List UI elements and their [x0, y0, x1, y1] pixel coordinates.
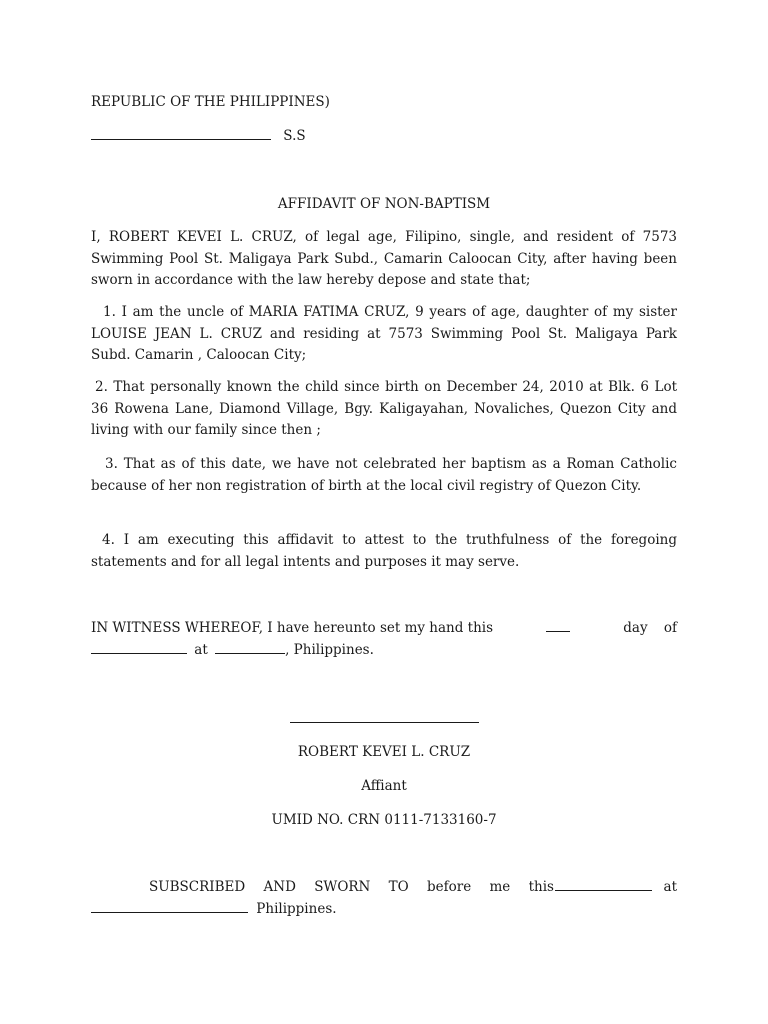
umid-number: UMID NO. CRN 0111-7133160-7 [271, 812, 497, 828]
day-blank [546, 619, 570, 632]
witness-philippines: , Philippines. [285, 642, 374, 658]
intro-paragraph: I, ROBERT KEVEI L. CRUZ, of legal age, Filipino, single, and resident of 7573 Swimming Pool St. Maligaya Park Subd., Camarin Caloocan City, after having been sworn in accordance with the law hereby depose and state that; [91, 229, 677, 288]
jurat-line-1 [91, 877, 677, 899]
jurat-line-2 [91, 899, 677, 920]
jurat-philippines: Philippines. [256, 901, 337, 917]
witness-line-1 [91, 618, 677, 640]
month-blank [91, 641, 187, 654]
affiant-name: ROBERT KEVEI L. CRUZ [297, 744, 471, 760]
jurat-place-blank [91, 900, 248, 913]
affiant-role: Affiant [361, 778, 407, 794]
ss-label: S.S [283, 128, 306, 144]
document-title: AFFIDAVIT OF NON-BAPTISM [277, 196, 491, 212]
venue-blank [91, 127, 271, 140]
statement-item-4: 4. I am executing this affidavit to attest to the truthfulness of the foregoing statements and for all legal intents and purposes it may serve. [91, 532, 677, 570]
statement-item-3: 3. That as of this date, we have not celebrated her baptism as a Roman Catholic because of her non registration of birth at the local civil registry of Quezon City. [91, 456, 677, 494]
place-blank [215, 641, 285, 654]
statement-item-2: 2. That personally known the child since birth on December 24, 2010 at Blk. 6 Lot 36 Rowena Lane, Diamond Village, Bgy. Kaligayahan, Novaliches, Quezon City and living with our family since then ; [91, 379, 677, 438]
witness-at: at [194, 642, 208, 658]
jurat-subscribed: SUBSCRIBED AND SWORN TO before me this [149, 879, 554, 895]
republic-heading: REPUBLIC OF THE PHILIPPINES) [91, 94, 330, 110]
statement-item-1: 1. I am the uncle of MARIA FATIMA CRUZ, 9 years of age, daughter of my sister LOUISE JEAN L. CRUZ and residing at 7573 Swimming Pool St. Maligaya Park Subd. Camarin , Caloocan City; [91, 304, 677, 363]
signature-line [290, 722, 479, 723]
jurat-date-blank [555, 878, 652, 891]
jurat-at: at [663, 879, 677, 895]
witness-day-of: day of [623, 620, 677, 636]
witness-line-2 [91, 640, 677, 661]
venue-line [91, 126, 677, 147]
witness-text: IN WITNESS WHEREOF, I have hereunto set my hand this [91, 620, 494, 636]
jurat-text [91, 877, 652, 899]
witness-day-group [546, 618, 570, 640]
